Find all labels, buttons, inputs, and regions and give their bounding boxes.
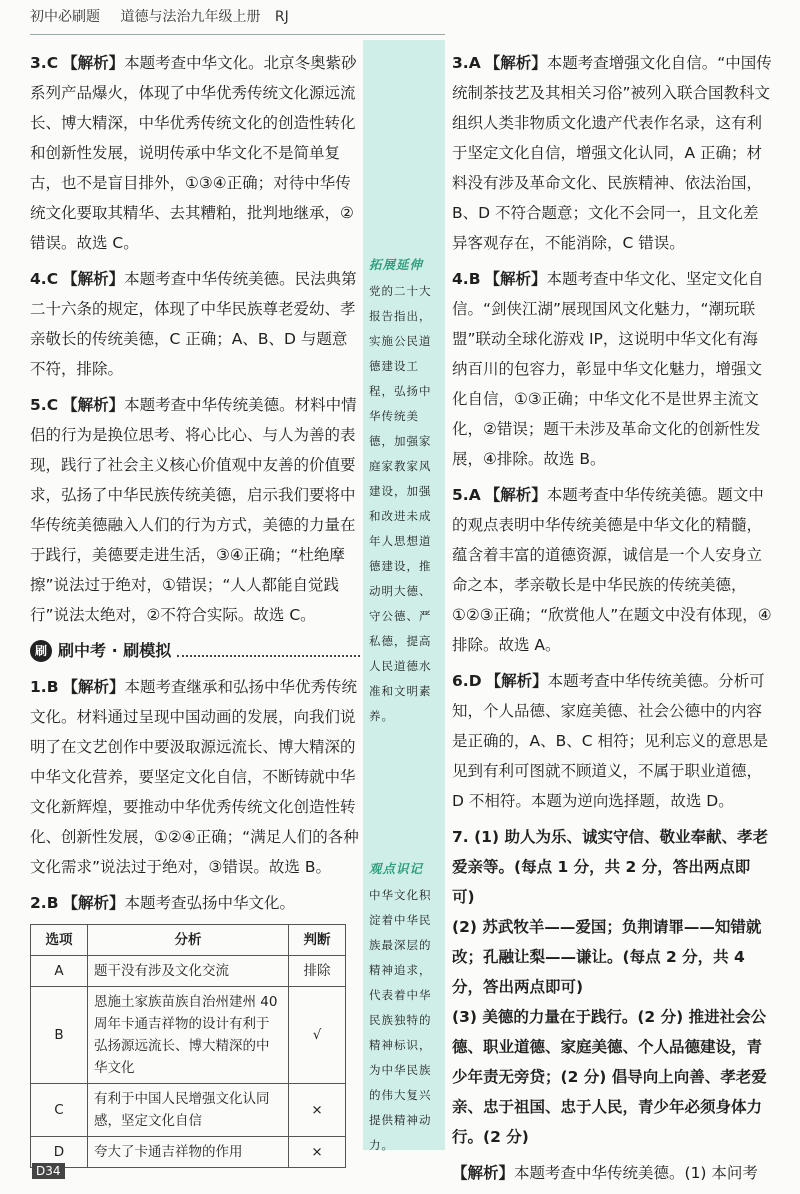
question-item (30, 264, 360, 384)
question-number: 3. (30, 54, 47, 72)
answer-letter: A (468, 486, 481, 504)
question-item (452, 264, 772, 474)
question-item (30, 48, 360, 258)
analysis-tag: 【解析】 (62, 396, 125, 414)
analysis-cell: 恩施土家族苗族自治州建州 40 周年卡通吉祥物的设计有利于弘扬源远流长、博大精深的中华文化 (88, 987, 289, 1084)
option-cell: A (31, 956, 88, 987)
question-item (452, 480, 772, 660)
judge-cell: × (289, 1084, 346, 1137)
q7-part: (2) 苏武牧羊——爱国；负荆请罪——知错就改；孔融让梨——谦让。(每点 2 分，共 4 分，答出两点即可) (452, 918, 762, 996)
series-title: 初中必刷题 (30, 9, 100, 25)
analysis-text: 本题考查增强文化自信。“中国传统制茶技艺及其相关习俗”被列入联合国教科文组织人类非物质文化遗产代表作名录，这有利于坚定文化自信，增强文化认同，A 正确；材料没有涉及革命文化、民族精神、依法治国，B、D 不符合题意；文化不会同一，且文化差异客观存在，不能消除，C 错误。 (452, 54, 772, 252)
table-header: 选项 (31, 925, 88, 956)
analysis-text: 本题考查中华传统美德。材料中情侣的行为是换位思考、将心比心、与人为善的表现，践行了社会主义核心价值观中友善的价值要求，弘扬了中华民族传统美德，启示我们要将中华传统美德融入人们的行为方式，美德的力量在于践行，美德要走进生活，③④正确；“杜绝摩擦”说法过于绝对，①错误；“人人都能自觉践行”说法太绝对，②不符合实际。故选 C。 (30, 396, 357, 624)
dotted-leader (177, 645, 360, 657)
question-number: 7. (452, 828, 469, 846)
page-number: D34 (32, 1163, 65, 1179)
analysis-text: 本题考查中华传统美德。分析可知，个人品德、家庭美德、社会公德中的内容是正确的，A、B、C 相符；见利忘义的意思是见到有利可图就不顾道义，不属于职业道德，D 不相符。本题为逆向选择题，故选 D。 (452, 672, 768, 810)
option-cell: D (31, 1137, 88, 1168)
question-number: 6. (452, 672, 469, 690)
question-number: 5. (452, 486, 469, 504)
analysis-text: 本题考查中华文化。北京冬奥紫砂系列产品爆火，体现了中华优秀传统文化源远流长、博大精深，中华优秀传统文化的创造性转化和创新性发展，说明传承中华文化不是简单复古，也不是盲目排外，①③④正确；对待中华传统文化要取其精华、去其糟粕，批判地继承，②错误。故选 C。 (30, 54, 357, 252)
analysis-cell: 夸大了卡通吉祥物的作用 (88, 1137, 289, 1168)
analysis-tag: 【解析】 (484, 54, 547, 72)
side-note-text: 中华文化积淀着中华民族最深层的精神追求，代表着中华民族独特的精神标识，为中华民族的伟大复兴提供精神动力。 (369, 888, 432, 1152)
side-note-viewpoint (363, 852, 445, 1152)
table-row (31, 1137, 346, 1168)
page-header (30, 6, 770, 34)
question-item (452, 666, 772, 816)
analysis-text: 本题考查弘扬中华文化。 (124, 894, 296, 912)
analysis-tag: 【解析】 (485, 672, 548, 690)
q7-part: (1) 助人为乐、诚实守信、敬业奉献、孝老爱亲等。(每点 1 分，共 2 分，答出两点即可) (452, 828, 768, 906)
q7-analysis (452, 1158, 772, 1188)
question-number: 1. (30, 678, 47, 696)
answer-letter: C (46, 270, 59, 288)
question-number: 2. (30, 894, 47, 912)
table-row (31, 987, 346, 1084)
analysis-tag: 【解析】 (62, 54, 125, 72)
question-item (30, 888, 360, 918)
question-number: 4. (452, 270, 469, 288)
judge-cell: × (289, 1137, 346, 1168)
table-row (31, 1084, 346, 1137)
answer-letter: D (468, 672, 482, 690)
analysis-tag: 【解析】 (62, 678, 125, 696)
answer-letter: C (46, 54, 59, 72)
question-7 (452, 822, 772, 1152)
section-title: 刷中考 · 刷模拟 (58, 641, 172, 660)
side-note-title: 拓展延伸 (369, 257, 424, 272)
analysis-tag: 【解析】 (452, 1164, 515, 1182)
table-row (31, 956, 346, 987)
analysis-tag: 【解析】 (484, 270, 547, 288)
option-cell: C (31, 1084, 88, 1137)
subject-title: 道德与法治九年级上册 (120, 9, 261, 25)
question-item (452, 48, 772, 258)
right-column (452, 48, 772, 1194)
judge-cell: 排除 (289, 956, 346, 987)
header-rule (30, 34, 445, 35)
analysis-cell: 题干没有涉及文化交流 (88, 956, 289, 987)
answer-letter: B (46, 894, 59, 912)
answer-letter: C (46, 396, 59, 414)
question-number: 3. (452, 54, 469, 72)
answer-letter: B (46, 678, 59, 696)
analysis-text: 本题考查中华传统美德。题文中的观点表明中华传统美德是中华文化的精髓，蕴含着丰富的道德资源，诚信是一个人安身立命之本，孝亲敬长是中华民族的传统美德，①②③正确；“欣赏他人”在题文中没有体现，④排除。故选 A。 (452, 486, 772, 654)
analysis-tag: 【解析】 (62, 270, 125, 288)
question-number: 5. (30, 396, 47, 414)
q7-part: (3) 美德的力量在于践行。(2 分) 推进社会公德、职业道德、家庭美德、个人品德建设，青少年责无旁贷；(2 分) 倡导向上向善、孝老爱亲、忠于祖国、忠于人民，青少年必须身体力行。(2 分) (452, 1008, 767, 1146)
analysis-cell: 有利于中国人民增强文化认同感，坚定文化自信 (88, 1084, 289, 1137)
option-cell: B (31, 987, 88, 1084)
analysis-tag: 【解析】 (484, 486, 547, 504)
side-note-extension (363, 248, 445, 723)
analysis-text: 本题考查继承和弘扬中华优秀传统文化。材料通过呈现中国动画的发展，向我们说明了在文艺创作中要汲取源远流长、博大精深的中华文化营养，要坚定文化自信，不断铸就中华文化新辉煌，要推动中华优秀传统文化创造性转化、创新性发展，①②④正确；“满足人们的各种文化需求”说法过于绝对，③错误。故选 B。 (30, 678, 359, 876)
question-number: 4. (30, 270, 47, 288)
edition-label: RJ (274, 9, 289, 25)
table-header: 判断 (289, 925, 346, 956)
judge-cell: √ (289, 987, 346, 1084)
analysis-text: 本题考查中华传统美德。(1) 本问考 (514, 1164, 758, 1182)
analysis-text: 本题考查中华文化、坚定文化自信。“剑侠江湖”展现国风文化魅力，“潮玩联盟”联动全球化游戏 IP，这说明中华文化有海纳百川的包容力，彰显中华文化魅力，增强文化自信，①③正确；中华文化不是世界主流文化，②错误；题干未涉及革命文化的创新性发展，④排除。故选 B。 (452, 270, 764, 468)
left-column (30, 48, 360, 1168)
answer-letter: B (468, 270, 481, 288)
answer-letter: A (468, 54, 481, 72)
question-item (30, 672, 360, 882)
analysis-tag: 【解析】 (62, 894, 125, 912)
table-header-row (31, 925, 346, 956)
side-note-text: 党的二十大报告指出，实施公民道德建设工程，弘扬中华传统美德，加强家庭家教家风建设，加强和改进未成年人思想道德建设，推动明大德、守公德、严私德，提高人民道德水准和文明素养。 (369, 284, 432, 723)
analysis-text: 本题考查中华传统美德。民法典第二十六条的规定，体现了中华民族尊老爱幼、孝亲敬长的传统美德，C 正确；A、B、D 与题意不符，排除。 (30, 270, 357, 378)
table-header: 分析 (88, 925, 289, 956)
brush-icon: 刷 (30, 640, 52, 662)
analysis-table (30, 924, 346, 1168)
question-item (30, 390, 360, 630)
section-heading (30, 636, 360, 666)
side-note-title: 观点识记 (369, 861, 424, 876)
